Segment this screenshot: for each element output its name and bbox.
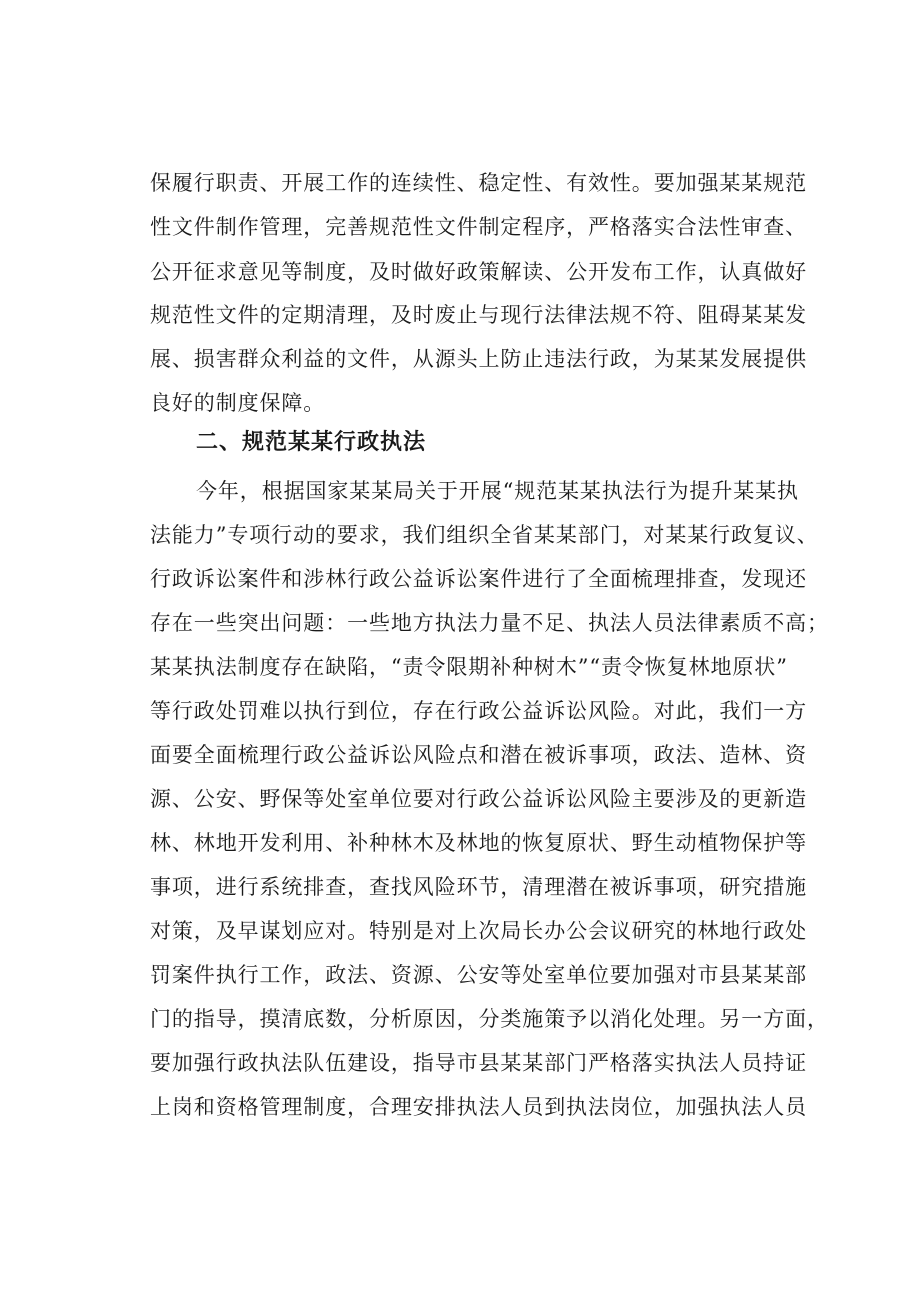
paragraph-2-line: 上岗和资格管理制度，合理安排执法人员到执法岗位，加强执法人员 — [150, 1095, 807, 1119]
section-heading: 二、规范某某行政执法 — [196, 430, 427, 455]
paragraph-2-line: 事项，进行系统排查，查找风险环节，清理潜在被诉事项，研究措施 — [150, 875, 807, 899]
paragraph-2-line: 源、公安、野保等处室单位要对行政公益诉讼风险主要涉及的更新造 — [150, 787, 807, 811]
paragraph-1-line: 保履行职责、开展工作的连续性、稳定性、有效性。要加强某某规范 — [150, 171, 807, 195]
paragraph-2-line: 面要全面梳理行政公益诉讼风险点和潜在被诉事项，政法、造林、资 — [150, 743, 807, 767]
paragraph-1-line: 展、损害群众利益的文件，从源头上防止违法行政，为某某发展提供 — [150, 347, 807, 371]
paragraph-2-line: 罚案件执行工作，政法、资源、公安等处室单位要加强对市县某某部 — [150, 963, 807, 987]
paragraph-2-line: 存在一些突出问题：一些地方执法力量不足、执法人员法律素质不高； — [150, 611, 829, 635]
paragraph-2-line: 行政诉讼案件和涉林行政公益诉讼案件进行了全面梳理排查，发现还 — [150, 567, 807, 591]
paragraph-2-line: 等行政处罚难以执行到位，存在行政公益诉讼风险。对此，我们一方 — [150, 699, 807, 723]
paragraph-2-line: 法能力”专项行动的要求，我们组织全省某某部门，对某某行政复议、 — [150, 523, 819, 547]
paragraph-2-line: 林、林地开发利用、补种林木及林地的恢复原状、野生动植物保护等 — [150, 831, 807, 855]
paragraph-2-line: 门的指导，摸清底数，分析原因，分类施策予以消化处理。另一方面， — [150, 1007, 829, 1031]
paragraph-1-line: 规范性文件的定期清理，及时废止与现行法律法规不符、阻碍某某发 — [150, 303, 807, 327]
paragraph-2-line: 要加强行政执法队伍建设，指导市县某某部门严格落实执法人员持证 — [150, 1051, 807, 1075]
paragraph-1-line: 公开征求意见等制度，及时做好政策解读、公开发布工作，认真做好 — [150, 260, 807, 284]
paragraph-2-line: 某某执法制度存在缺陷，“责令限期补种树木”“责令恢复林地原状” — [150, 655, 788, 679]
paragraph-1-line: 性文件制作管理，完善规范性文件制定程序，严格落实合法性审查、 — [150, 215, 807, 239]
paragraph-2-line: 今年，根据国家某某局关于开展“规范某某执法行为提升某某执 — [196, 479, 799, 503]
paragraph-2-line: 对策，及早谋划应对。特别是对上次局长办公会议研究的林地行政处 — [150, 919, 807, 943]
paragraph-1-line: 良好的制度保障。 — [150, 391, 326, 415]
